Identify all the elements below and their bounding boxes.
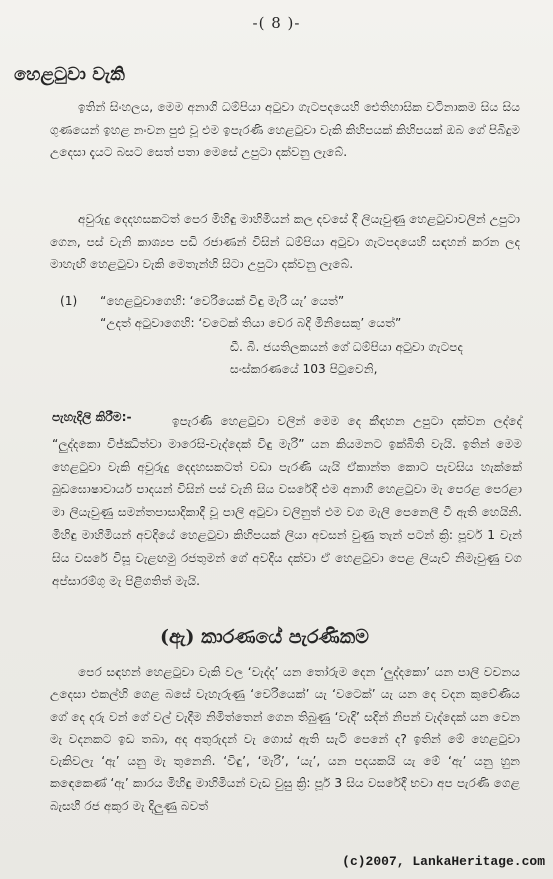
citation <box>230 336 530 380</box>
quote-line: “හෙළටුවාගෙහි: ‘වෙරියෙක් විඳු මැරි යැ’ යෙත්” <box>100 294 345 308</box>
citation-line: ඩී. බී. ජයතිලකයන් ගේ ධම්පියා අටුවා ගැටපද <box>230 340 463 354</box>
quote-block <box>60 290 520 334</box>
section-heading: හෙළටුවා වැකි <box>14 64 125 85</box>
paragraph-intro: ඉතින් සිංහලය, මෙම අනාගි ධම්පියා අටුවා ගැටපදයෙහි ඓතිහාසික වටිනාකම සිය සිය ගුණයෙන් ඉහළ නංවන පුළු වූ එම ඉපැරණි හෙළටුවා වැකි කිහිපයක් කිහිපයක් ඔබ ගේ පිබිදුම උදෙසා දැයට බසට සෙත් පතා මෙසේ උපුටා දක්වනු ලැබේ. <box>50 100 520 160</box>
page-number: -( 8 )- <box>252 14 301 32</box>
copyright-notice: (c)2007, LankaHeritage.com <box>342 854 545 869</box>
paragraph-history: අවුරුදු දෙදහසකටත් පෙර මිහිඳු මාහිමියන් කල දවසේ දී ලියැවුණු හෙළටුවාවලින් උපුටා ගෙන, පස් වැනි කාශ්‍යප පඩි රජාණන් විසින් ධම්පියා අටුවා ගැටපදයෙහි සඳහන් කරන ලද මාහැඟි හෙළටුවා වැකි මෙතැන්හි සිටා උපුටා දක්වනු ලැබේ. <box>50 212 520 272</box>
subsection-heading: (ඇ) කාරණයේ පැරණිකම <box>160 626 369 648</box>
quote-number: (1) <box>60 294 78 308</box>
explanation-label: පැහැදිලි කිරීම:- <box>52 410 132 424</box>
citation-line: සංස්කරණයේ 103 පිටුවෙනි, <box>230 362 378 376</box>
quote-line: “උදත් අටුවාගෙහි: ‘වටෙක් තියා වෙර බදි මිනිසෙකු’ යෙත්” <box>100 316 402 330</box>
paragraph-explanation: ඉපැරණි හෙළටුවා වලින් මෙම දෙ කීඳහන උපුටා දක්වන ලද්දේ “ලුද්දකො විජ්ඣිත්වා මාරෙසි-වැද්දෙක් විඳු මැරි” යන කියමනට ඉක්බිති වැයි. ඉතින් මෙම හෙළටුවා වැකි අවුරුදු දෙදහසකටත් වඩා පැරණි යැයි ඒකාන්ත කොට පැවසිය හැක්කේ බුඩඝොෂාචාර්ය පාදයන් විසින් පස් වැනි සිය වසරේදී එම අනාගි හෙළටුවා මැ පෙරළ පෙරළා මා ලියැවුණු සමන්තපාසාදිකාදී වූ පාලි අටුවා වලිනුත් එම වග මැලි පෙනෙලී වී ඇති හෙයිනි. මිහිඳු මාහිමියන් අවදියේ හෙළටුවා කිහිපයක් ලියා අවසන් වුණු තැන් පටන් ක්‍රි: පූර්ව 1 වැන් සිය වසරේ විසූ වැළඟමු රජතුමන් ගේ අවදිය දක්වා ඒ හෙළටුවා පෙළ ලියැව් නිමැවුණු වග අප්සාරම්ගු මැ පිළිගතිත් මැයි. <box>52 414 522 588</box>
paragraph-antiquity: පෙර සඳහන් හෙළටුවා වැකි වල ‘වැද්ද’ යන තෝරුම දෙන ‘ලුද්දකො’ යන පාලි වචනය උදෙසා එකල්හි ගෙළ බසේ වැහැරුණු ‘වෙරියෙක්’ යැ ‘වටෙක්’ යැ යන දෙ වදන කුවේණිය ගේ දෙ දරු වන් ගේ වල් වැදීම නිමිත්තෙන් ගෙන තිබුණු ‘වැදි’ සදින් නිපන් වැද්දෙක් යන වෙන මැ වදනකට ඉඩ තබා, අද අතුරුදන් වැ ගොස් ඇති සැටි පෙනේ ද? ඉතින් මේ හෙළටුවා වැකිවලැ ‘ඇ’ යනු මැ තුනෙනි. ‘විඳු’, ‘මැරි’, ‘යැ’, යන පදයකයි යැ මේ ‘ඇ’ යනු හුන කඳෙකෙණ් ‘ඇ’ කාරය මිහිඳු මාහිමියන් වැඩ වුසු ක්‍රි: පූර් 3 සිය වසරේදී භවා අප පැරණි ගෙළ බැසහී රජ අකුර මැ දිලුණු බවත් <box>50 665 520 813</box>
